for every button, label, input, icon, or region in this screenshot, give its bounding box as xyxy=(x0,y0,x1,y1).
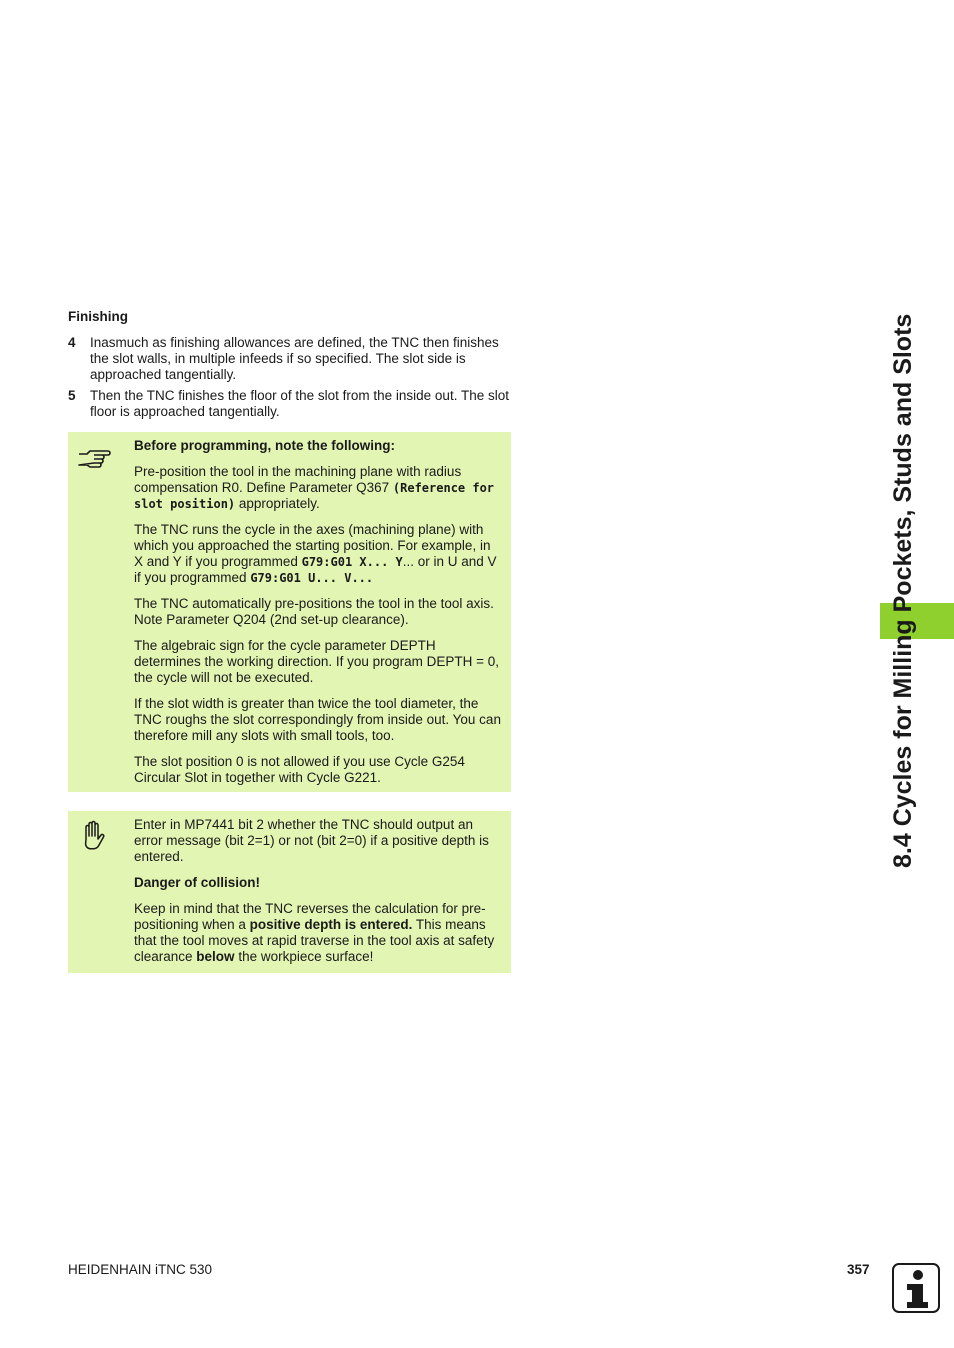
warning-title: Danger of collision! xyxy=(134,875,261,890)
chapter-side-title: 8.4 Cycles for Milling Pockets, Studs and Slots xyxy=(889,313,917,868)
emphasis-text: positive depth is entered. xyxy=(249,917,413,932)
note-box-programming xyxy=(68,432,511,792)
code-snippet: G79:G01 X... Y xyxy=(301,555,403,569)
note-text: ... or in U and V if you programmed xyxy=(134,554,497,585)
info-icon xyxy=(891,1262,941,1314)
step-number: 5 xyxy=(68,388,76,403)
note-paragraph xyxy=(134,901,503,965)
note-paragraph xyxy=(134,464,503,512)
note-text: Keep in mind that the TNC reverses the calculation for pre-positioning when a xyxy=(134,901,486,932)
note-paragraph: If the slot width is greater than twice the tool diameter, the TNC roughs the slot correspondingly from inside out. You can therefore mill any slots with small tools, too. xyxy=(134,696,501,743)
section-heading: Finishing xyxy=(68,309,128,324)
code-snippet: (Reference for slot position) xyxy=(134,481,495,511)
step-number: 4 xyxy=(68,335,76,350)
note-title: Before programming, note the following: xyxy=(134,438,395,453)
footer-product: HEIDENHAIN iTNC 530 xyxy=(68,1262,213,1277)
note-paragraph: The algebraic sign for the cycle parameter DEPTH determines the working direction. If you program DEPTH = 0, the cycle will not be executed. xyxy=(134,638,500,685)
note-paragraph: Enter in MP7441 bit 2 whether the TNC should output an error message (bit 2=1) or not (bit 2=0) if a positive depth is entered. xyxy=(134,817,489,864)
code-snippet: G79:G01 U... V... xyxy=(250,571,374,585)
step-text: Then the TNC finishes the floor of the slot from the inside out. The slot floor is approached tangentially. xyxy=(90,388,509,419)
raised-hand-icon xyxy=(76,819,112,855)
note-text: Pre-position the tool in the machining plane with radius compensation R0. Define Parameter Q367 xyxy=(134,464,462,495)
note-paragraph: The slot position 0 is not allowed if you use Cycle G254 Circular Slot in together with Cycle G221. xyxy=(134,754,465,785)
list-item xyxy=(68,335,510,383)
emphasis-text: below xyxy=(196,949,235,964)
pointing-hand-icon xyxy=(76,440,112,476)
note-box-collision xyxy=(68,811,511,973)
note-text: the workpiece surface! xyxy=(234,949,374,964)
note-text: This means that the tool moves at rapid traverse in the tool axis at safety clearance xyxy=(134,917,495,964)
note-paragraph xyxy=(134,522,503,586)
page-number: 357 xyxy=(847,1262,870,1277)
note-paragraph: The TNC automatically pre-positions the tool in the tool axis. Note Parameter Q204 (2nd set-up clearance). xyxy=(134,596,494,627)
note-text: appropriately. xyxy=(235,496,320,511)
note-text: The TNC runs the cycle in the axes (machining plane) with which you approached the starting position. For example, in X and Y if you programmed xyxy=(134,522,491,569)
list-item xyxy=(68,388,510,420)
step-text: Inasmuch as finishing allowances are defined, the TNC then finishes the slot walls, in multiple infeeds if so specified. The slot side is approached tangentially. xyxy=(90,335,499,382)
